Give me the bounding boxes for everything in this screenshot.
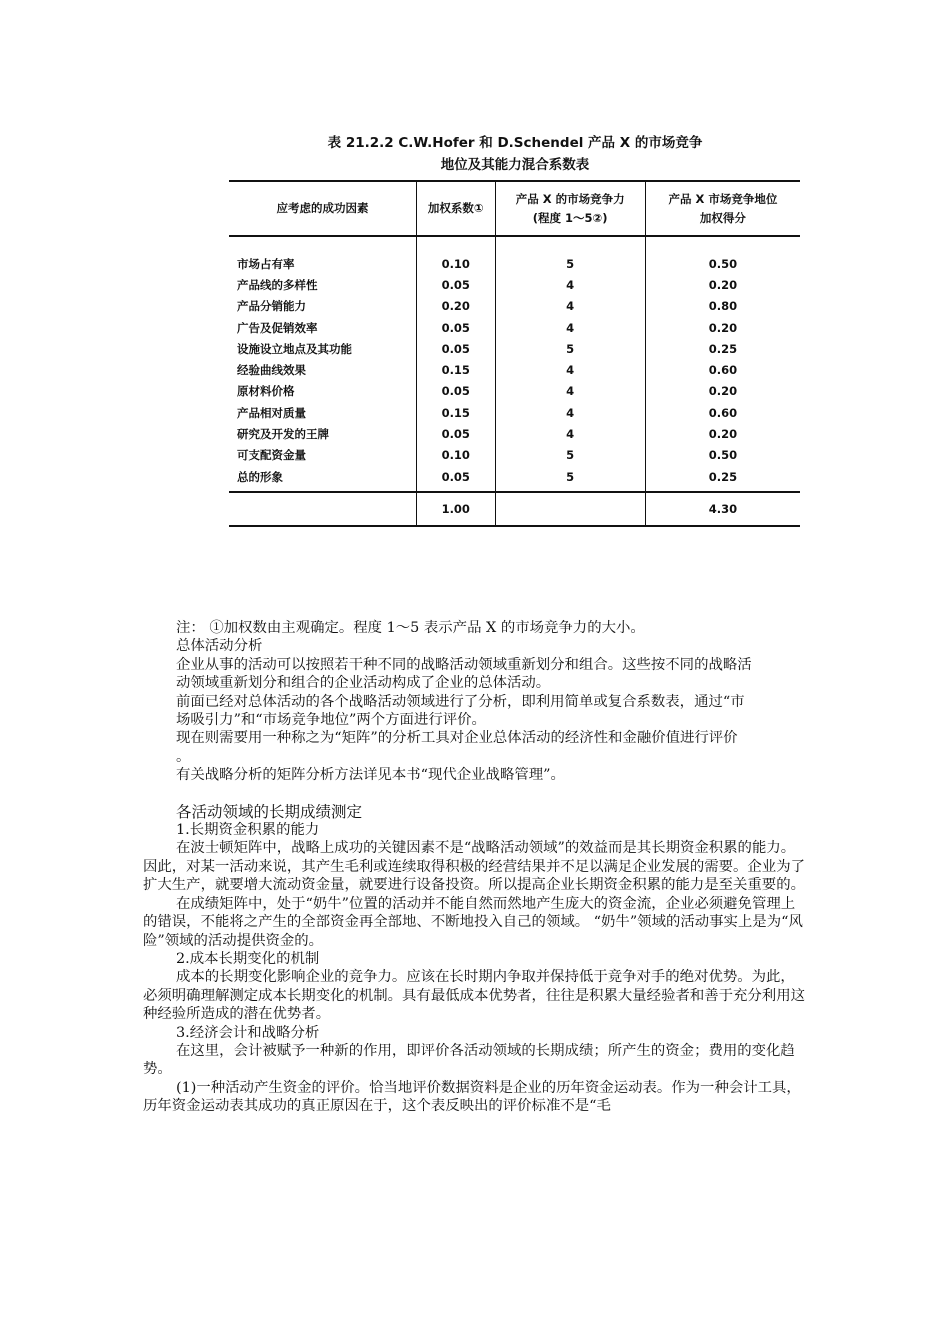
factor-cell: 产品线的多样性 bbox=[237, 277, 318, 292]
table-row bbox=[229, 381, 800, 402]
score-cell: 0.20 bbox=[645, 317, 800, 338]
strength-cell: 4 bbox=[495, 317, 645, 338]
strength-cell: 5 bbox=[495, 466, 645, 492]
body-text bbox=[143, 619, 808, 1116]
strength-cell: 4 bbox=[495, 423, 645, 444]
table-row bbox=[229, 338, 800, 359]
factor-cell: 研究及开发的王牌 bbox=[237, 427, 329, 442]
header-strength-line2: (程度 1～5②) bbox=[532, 210, 608, 225]
factor-cell: 总的形象 bbox=[237, 469, 283, 484]
strength-cell: 4 bbox=[495, 402, 645, 423]
paragraph: 在成绩矩阵中，处于“奶牛”位置的活动并不能自然而然地产生庞大的资金流，企业必须避免管理上的错误，不能将之产生的全部资金再全部地、不断地投入自己的领域。 “奶牛”领域的活动事实上是为“风险”领域的活动提供资金的。 bbox=[143, 895, 803, 949]
weight-cell: 0.05 bbox=[416, 423, 495, 444]
score-cell: 0.25 bbox=[645, 466, 800, 492]
strength-cell: 5 bbox=[495, 253, 645, 274]
table-row bbox=[229, 402, 800, 423]
weight-cell: 0.05 bbox=[416, 381, 495, 402]
paragraph: 。 bbox=[176, 748, 191, 765]
factor-cell: 原材料价格 bbox=[237, 384, 295, 399]
table-title bbox=[230, 132, 800, 176]
header-score-line2: 加权得分 bbox=[699, 210, 746, 225]
total-weight: 1.00 bbox=[416, 492, 495, 526]
table-row bbox=[229, 317, 800, 338]
strength-cell: 5 bbox=[495, 445, 645, 466]
weight-cell: 0.10 bbox=[416, 445, 495, 466]
strength-cell: 4 bbox=[495, 359, 645, 380]
score-cell: 0.50 bbox=[645, 445, 800, 466]
section-heading: 各活动领域的长期成绩测定 bbox=[176, 802, 363, 821]
subheading: 2.成本长期变化的机制 bbox=[176, 950, 320, 967]
strength-cell: 4 bbox=[495, 274, 645, 295]
score-cell: 0.20 bbox=[645, 381, 800, 402]
paragraph: 在波士顿矩阵中，战略上成功的关键因素不是“战略活动领域”的效益而是其长期资金积累的能力。因此，对某一活动来说，其产生毛利或连续取得积极的经营结果并不足以满足企业发展的需要。企业为了扩大生产，就要增大流动资金量，就要进行设备投资。所以提高企业长期资金积累的能力是至关重要的。 bbox=[143, 840, 805, 894]
table-note: 注： ①加权数由主观确定。程度 1～5 表示产品 X 的市场竞争力的大小。 bbox=[176, 620, 645, 636]
weight-cell: 0.10 bbox=[416, 253, 495, 274]
factor-cell: 经验曲线效果 bbox=[237, 363, 306, 378]
strength-cell: 4 bbox=[495, 296, 645, 317]
paragraph: (1)一种活动产生资金的评价。恰当地评价数据资料是企业的历年资金运动表。作为一种会计工具，历年资金运动表其成功的真正原因在于，这个表反映出的评价标准不是“毛 bbox=[143, 1079, 801, 1115]
total-row bbox=[229, 492, 800, 526]
subheading: 3.经济会计和战略分析 bbox=[176, 1024, 320, 1041]
table-title-line2: 地位及其能力混合系数表 bbox=[440, 157, 590, 173]
paragraph: 现在则需要用一种称之为“矩阵”的分析工具对企业总体活动的经济性和金融价值进行评价 bbox=[176, 730, 738, 747]
header-factor: 应考虑的成功因素 bbox=[276, 201, 369, 215]
paragraph: 在这里，会计被赋予一种新的作用，即评价各活动领域的长期成绩；所产生的资金；费用的变化趋势。 bbox=[143, 1042, 795, 1078]
total-score: 4.30 bbox=[645, 492, 800, 526]
paragraph: 场吸引力”和“市场竞争地位”两个方面进行评价。 bbox=[176, 712, 486, 729]
table-row bbox=[229, 253, 800, 274]
table-row bbox=[229, 359, 800, 380]
factor-cell: 广告及促销效率 bbox=[237, 320, 318, 335]
header-weight: 加权系数① bbox=[416, 181, 495, 236]
factor-cell: 产品相对质量 bbox=[237, 405, 306, 420]
weight-cell: 0.05 bbox=[416, 338, 495, 359]
score-cell: 0.20 bbox=[645, 423, 800, 444]
score-cell: 0.60 bbox=[645, 359, 800, 380]
paragraph: 有关战略分析的矩阵分析方法详见本书“现代企业战略管理”。 bbox=[176, 767, 565, 784]
factor-cell: 产品分销能力 bbox=[237, 299, 306, 314]
weight-cell: 0.15 bbox=[416, 359, 495, 380]
header-strength-line1: 产品 X 的市场竞争力 bbox=[515, 191, 625, 206]
paragraph: 动领域重新划分和组合的企业活动构成了企业的总体活动。 bbox=[176, 675, 551, 692]
weighted-factor-table bbox=[229, 180, 800, 527]
score-cell: 0.80 bbox=[645, 296, 800, 317]
table-row bbox=[229, 274, 800, 295]
weight-cell: 0.05 bbox=[416, 274, 495, 295]
paragraph: 前面已经对总体活动的各个战略活动领域进行了分析，即利用简单或复合系数表，通过“市 bbox=[176, 693, 745, 710]
header-score bbox=[645, 181, 800, 236]
table-row bbox=[229, 466, 800, 492]
strength-cell: 5 bbox=[495, 338, 645, 359]
factor-cell: 市场占有率 bbox=[237, 256, 295, 271]
weight-cell: 0.05 bbox=[416, 317, 495, 338]
weight-cell: 0.15 bbox=[416, 402, 495, 423]
header-strength bbox=[495, 181, 645, 236]
score-cell: 0.50 bbox=[645, 253, 800, 274]
strength-cell: 4 bbox=[495, 381, 645, 402]
factor-cell: 设施设立地点及其功能 bbox=[237, 341, 352, 356]
table-title-line1: 表 21.2.2 C.W.Hofer 和 D.Schendel 产品 X 的市场竞争 bbox=[327, 135, 703, 151]
table-row bbox=[229, 423, 800, 444]
paragraph: 企业从事的活动可以按照若干种不同的战略活动领域重新划分和组合。这些按不同的战略活 bbox=[176, 656, 752, 673]
weight-cell: 0.05 bbox=[416, 466, 495, 492]
table-row bbox=[229, 296, 800, 317]
header-score-line1: 产品 X 市场竞争地位 bbox=[668, 191, 778, 206]
score-cell: 0.20 bbox=[645, 274, 800, 295]
weight-cell: 0.20 bbox=[416, 296, 495, 317]
score-cell: 0.25 bbox=[645, 338, 800, 359]
table-row bbox=[229, 445, 800, 466]
score-cell: 0.60 bbox=[645, 402, 800, 423]
subheading: 1.长期资金积累的能力 bbox=[176, 822, 320, 839]
factor-cell: 可支配资金量 bbox=[237, 448, 306, 463]
heading-overall-activity: 总体活动分析 bbox=[176, 638, 263, 655]
paragraph: 成本的长期变化影响企业的竞争力。应该在长时期内争取并保持低于竞争对手的绝对优势。为此，必须明确理解测定成本长期变化的机制。具有最低成本优势者，往往是积累大量经验者和善于充分利用这种经验所造成的潜在优势者。 bbox=[143, 969, 805, 1023]
